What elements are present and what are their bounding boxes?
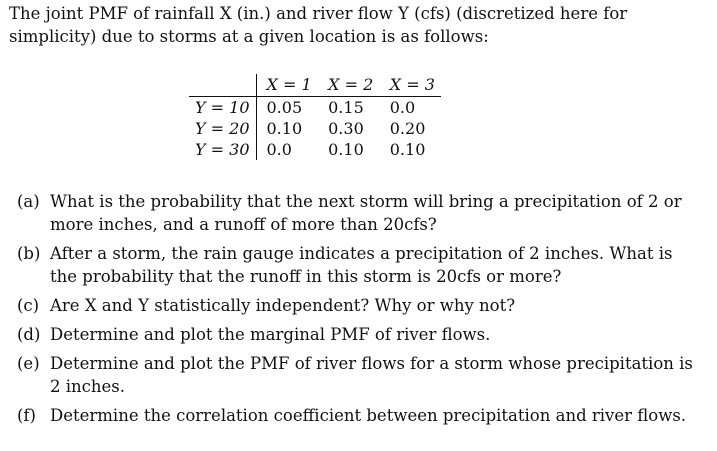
column-header: X = 2: [318, 74, 380, 97]
table-cell: 0.0: [266, 140, 292, 159]
table-cell: 0.10: [389, 140, 426, 159]
question-list: [17, 190, 697, 433]
joint-pmf-table-wrap: [189, 74, 441, 160]
question-f: [17, 404, 697, 427]
intro-line-1: The joint PMF of rainfall X (in.) and river flow Y (cfs) (discretized here for: [9, 4, 628, 23]
question-b: [17, 242, 697, 288]
table-cell: 0.10: [266, 119, 303, 138]
table-cell: 0.0: [389, 98, 416, 117]
table-row: [189, 97, 441, 119]
table-corner-cell: [189, 74, 256, 97]
question-c: [17, 294, 697, 317]
table-cell: 0.10: [328, 140, 364, 159]
question-text: Are X and Y statistically independent? Why or why not?: [50, 296, 516, 315]
question-text: What is the probability that the next storm will bring a precipitation of 2 or more inches, and a runoff of more than 20cfs?: [50, 192, 682, 234]
question-a: [17, 190, 697, 236]
question-label: (b): [17, 244, 41, 263]
problem-intro: [9, 2, 699, 48]
row-header: Y = 30: [189, 139, 256, 160]
question-text: After a storm, the rain gauge indicates a precipitation of 2 inches. What is the probability that the runoff in this storm is 20cfs or more?: [50, 244, 673, 286]
question-text: Determine the correlation coefficient between precipitation and river flows.: [50, 406, 687, 425]
table-row: [189, 118, 441, 139]
row-header: Y = 20: [189, 118, 256, 139]
column-header: X = 3: [380, 74, 442, 97]
question-text: Determine and plot the PMF of river flows for a storm whose precipitation is 2 inches.: [50, 354, 693, 396]
question-label: (d): [17, 325, 41, 344]
question-label: (c): [17, 296, 40, 315]
column-header: X = 1: [256, 74, 318, 97]
row-header: Y = 10: [189, 97, 256, 119]
table-cell: 0.20: [389, 119, 426, 138]
question-label: (f): [17, 406, 36, 425]
table-cell: 0.15: [328, 98, 364, 117]
table-header-row: [189, 74, 441, 97]
question-label: (e): [17, 354, 40, 373]
table-row: [189, 139, 441, 160]
table-cell: 0.05: [266, 98, 303, 117]
table-cell: 0.30: [328, 119, 364, 138]
question-label: (a): [17, 192, 40, 211]
question-e: [17, 352, 697, 398]
joint-pmf-table: [189, 74, 441, 160]
question-d: [17, 323, 697, 346]
question-text: Determine and plot the marginal PMF of river flows.: [50, 325, 491, 344]
intro-line-2: simplicity) due to storms at a given location is as follows:: [9, 27, 489, 46]
